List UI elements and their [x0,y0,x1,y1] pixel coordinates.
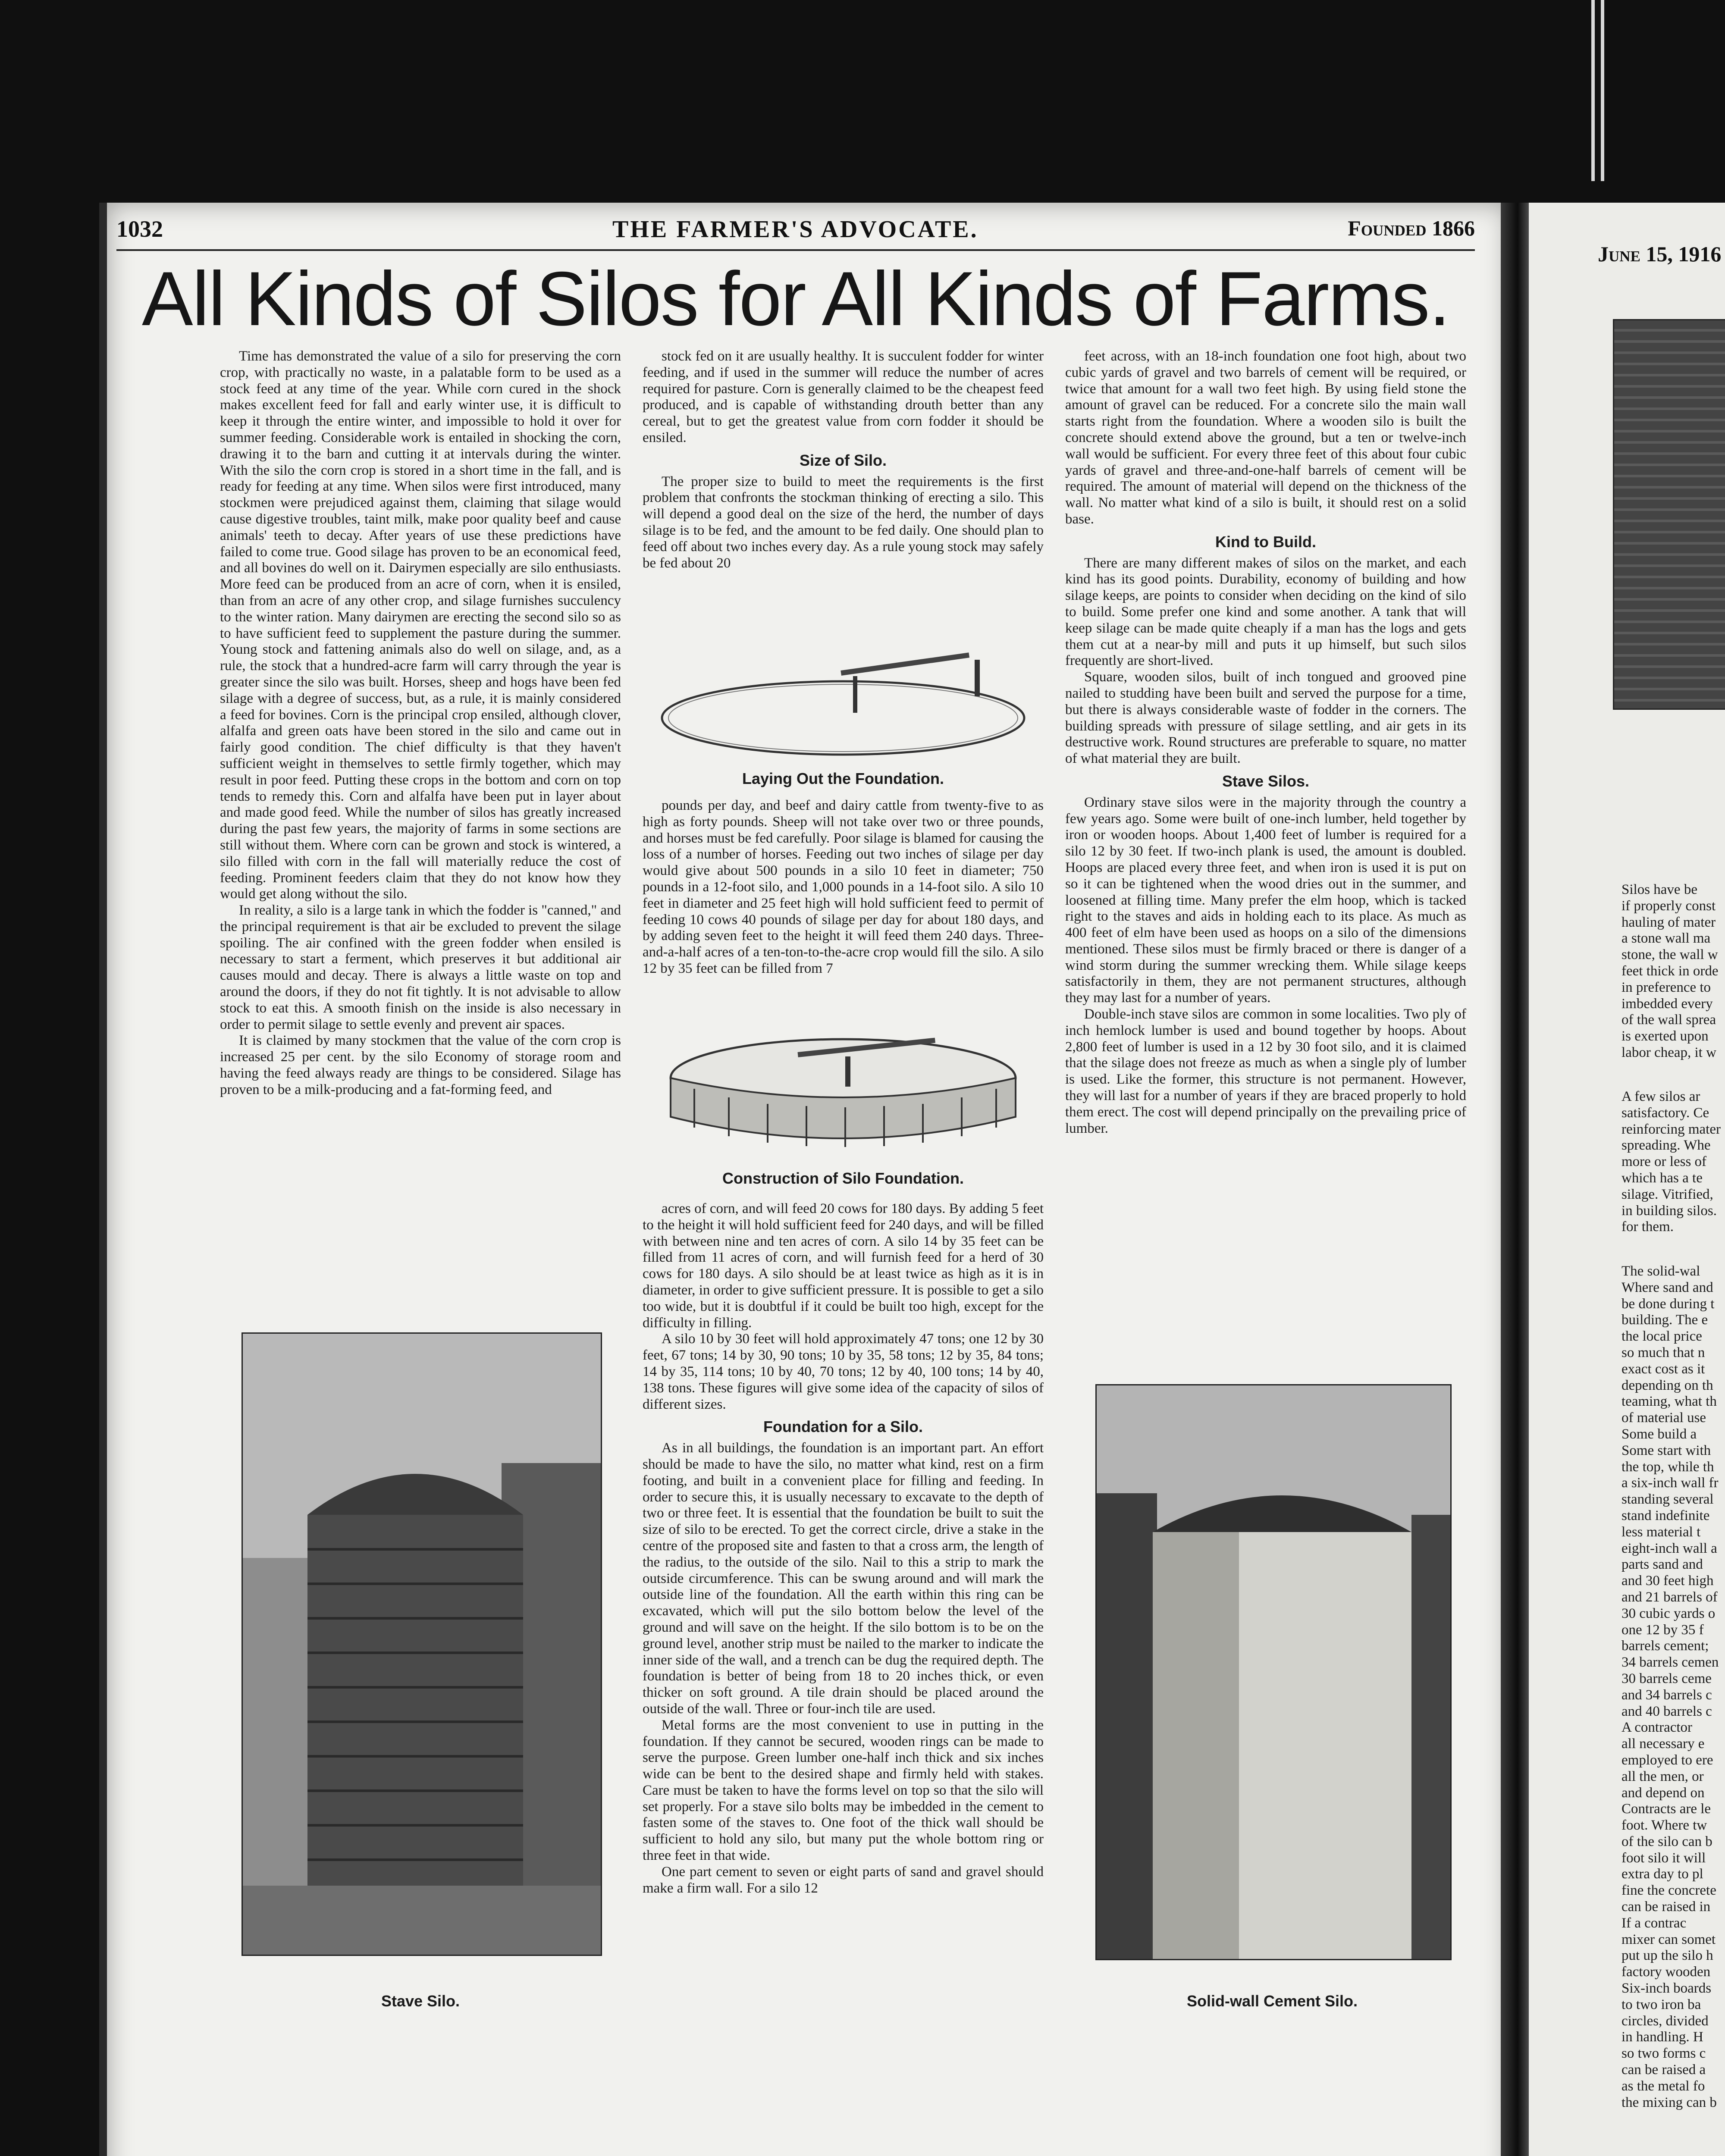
fig2-caption: Construction of Silo Foundation. [722,1169,964,1187]
founded-label: Founded 1866 [1348,216,1475,240]
paragraph: stock fed on it are usually healthy. It is succulent fodder for winter feeding, and if used in the summer will reduce the number of acres required for pasture. Corn is generally claimed to be the cheapest feed produced, and is capable of withstanding drouth better than any cereal, but to get the greatest value from corn fodder it should be ensiled. [643,348,1044,445]
paragraph: Ordinary stave silos were in the majority through the country a few years ago. Some were built of one-inch lumber, held together by iron or wooden hoops. About 1,400 feet of lumber is required for a silo 12 by 30 feet. If two-inch plank is used, the amount is doubled. Hoops are placed every three feet, and when iron is used it is put on so it can be tightened when the wood dries out in the summer, and loosened at filling time. Many prefer the elm hoop, which is tacked right to the staves and aids in holding each to its place. As much as 400 feet of elm have been used as hoops on a silo of the dimensions mentioned. These silos must be firmly braced or there is danger of a wind storm during the summer wrecking them. While silage keeps satisfactorily in them, they are not permanent structures, although they may last for a number of years. [1065,794,1466,1006]
stave-silo-photo [242,1332,602,1956]
book-gutter [1501,203,1529,2156]
column-3 [1065,348,1466,1137]
cement-silo-illustration [1097,1385,1450,1959]
paragraph: feet across, with an 18-inch foundation one foot high, about two cubic yards of gravel and two barrels of cement will be required, or twice that amount for a wall two feet high. By using field stone the amount of gravel can be reduced. For a concrete silo the main wall starts right from the foundation. Where a wooden silo is built the concrete should extend above the ground, but a ten or twelve-inch wall would be sufficient. For every three feet of this about four cubic yards of gravel and three-and-one-half barrels of cement will be required. The amount of material will depend on the thickness of the wall. No matter what kind of a silo is built, it should rest on a solid base. [1065,348,1466,527]
paragraph: The proper size to build to meet the requirements is the first problem that confronts the stockman thinking of erecting a silo. This will depend a good deal on the size of the herd, the number of days silage is to be fed, and the amount to be fed daily. One should plan to feed off about two inches every day. As a rule young stock may safely be fed about 20 [643,473,1044,571]
stave-silo-illustration [243,1334,601,1955]
silo-foundation-figure [643,1018,1044,1164]
size-heading: Size of Silo. [799,451,887,469]
paragraph: acres of corn, and will feed 20 cows for 180 days. By adding 5 feet to the height it will hold sufficient feed for 240 days, and will be filled with between nine and ten acres of corn. A silo 14 by 35 feet can be filled from 11 acres of corn, and will furnish feed for a herd of 30 cows for 180 days. A silo should be at least twice as high as it is in diameter, in order to give sufficient pressure. It is possible to get a silo too wide, but it is doubtful if it could be built too high, except for the difficulty in filling. [643,1201,1044,1331]
foundation-heading: Foundation for a Silo. [763,1418,923,1436]
page-number: 1032 [116,216,163,242]
article-headline: All Kinds of Silos for All Kinds of Farms. [141,256,1450,342]
foundation-construction-drawing [643,1018,1044,1164]
page-edge-marks [1591,0,1604,181]
column-2-bottom [643,1201,1044,1896]
right-fragments-a: Silos have be if properly const hauling of mater a stone wall ma stone, the wall w feet thick in orde in preference to imbedded every of the wall sprea is exerted upon labor cheap, it w [1622,882,1719,1060]
paragraph: Metal forms are the most convenient to use in putting in the foundation. If they cannot be secured, wooden rings can be made to serve the purpose. Green lumber one-half inch thick and six inches wide can be bent to the desired shape and firmly held with stakes. Care must be taken to have the forms level on top so that the silo will set properly. For a stave silo bolts may be imbedded in the cement to fasten some of the staves to. One foot of the thick wall should be sufficient to hold any silo, but many put the whole bottom ring or three feet in that wide. [643,1717,1044,1864]
paragraph: Double-inch stave silos are common in some localities. Two ply of inch hemlock lumber is used and bound together by hoops. About 2,800 feet of lumber is used in a 12 by 30 foot silo, and it is claimed that the silage does not freeze as much as when a single ply of lumber is used. Like the former, this structure is not permanent. However, they will last for a number of years if they are braced properly to hold them erect. The cost will depend principally on the prevailing price of lumber. [1065,1006,1466,1136]
paragraph: pounds per day, and beef and dairy cattle from twenty-five to as high as forty pounds. Sheep will not take over two or three pounds, and horses must be fed carefully. Poor silage is blamed for causing the loss of a number of horses. Feeding out two inches of silage per day would give about 500 pounds in a silo 10 feet in diameter; 750 pounds in a 12-foot silo, and 1,000 pounds in a 14-foot silo. A silo 10 feet in diameter and 25 feet high will hold sufficient feed to permit of feeding 10 cows 40 pounds of silage per day for about 180 days, and by adding seven feet to the height it will feed them 240 days. Three-and-a-half acres of a ten-ton-to-the-acre crop would fill the silo. A silo 12 by 35 feet can be filled from 7 [643,798,1044,976]
paragraph: One part cement to seven or eight parts of sand and gravel should make a firm wall. For a silo 12 [643,1864,1044,1896]
paragraph: A silo 10 by 30 feet will hold approximately 47 tons; one 12 by 30 feet, 67 tons; 14 by 30, 90 tons; 10 by 35, 58 tons; 12 by 35, 84 tons; 14 by 35, 114 tons; 10 by 40, 70 tons; 12 by 40, 100 tons; 14 by 40, 138 tons. These figures will give some idea of the capacity of silos of different sizes. [643,1331,1044,1412]
foundation-circle-drawing [643,647,1044,763]
paragraph: There are many different makes of silos on the market, and each kind has its good points. Durability, economy of building and how silage keeps, are points to consider when deciding on the kind of silo to build. Some prefer one kind and some another. A tank that will keep silage can be made quite cheaply if a man has the logs and gets them cut at a near-by mill and puts it up himself, but such silos frequently are short-lived. [1065,555,1466,669]
right-page-photo [1613,319,1725,710]
masthead: THE FARMER'S ADVOCATE. [612,216,979,243]
cement-silo-caption: Solid-wall Cement Silo. [1186,1992,1358,2010]
paragraph: Square, wooden silos, built of inch tongued and grooved pine nailed to studding have been built and served the purpose for a time, but there is always considerable waste of fodder in the corners. The building spreads with pressure of silage settling, and air gets in its destructive work. Round structures are preferable to square, no matter of what material they are built. [1065,669,1466,767]
kind-heading: Kind to Build. [1215,533,1316,551]
header-rule [116,249,1475,251]
fig1-caption: Laying Out the Foundation. [742,770,944,787]
paragraph: In reality, a silo is a large tank in which the fodder is "canned," and the principal requirement is that air be excluded to prevent the silage spoiling. The air confined with the green fodder when ensiled is necessary to start a ferment, which preserves it but additional air causes mould and decay. There is always a little waste on top and around the doors, if they do not fit tightly. It is not advisable to allow stock to eat this. A smooth finish on the inside is also necessary in order to permit silage to settle evenly and prevent air spaces. [220,903,621,1032]
paragraph: It is claimed by many stockmen that the value of the corn crop is increased 25 per cent. by the silo Economy of storage room and having the feed always ready are things to be considered. Silage has proven to be a milk-producing and a fat-forming feed, and [220,1033,621,1097]
page-header [116,216,1475,250]
paragraph: Time has demonstrated the value of a silo for preserving the corn crop, with practically no waste, in a palatable form to be used as a stock feed at any time of the year. While corn cured in the shock makes excellent feed for fall and early winter use, it is difficult to keep it through the entire winter, and impossible to hold it over for summer feeding. Considerable work is entailed in shocking the corn, drawing it to the barn and cutting it at intervals during the winter. With the silo the corn crop is stored in a short time in the fall, and is ready for feeding at any time. When silos were first introduced, many stockmen were prejudiced against them, claiming that silage would cause digestive troubles, taint milk, make poor quality beef and cause animals' teeth to decay. After years of use these predictions have failed to come true. Good silage has proven to be an economical feed, and all bovines do well on it. Dairymen especially are silo enthusiasts. More feed can be produced from an acre of corn, when it is ensiled, than from an acre of any other crop, and silage furnishes succulency to the winter ration. Many dairymen are erecting the second silo so as to have sufficient feed to supplement the pasture during the summer. Young stock and fattening animals also do well on silage, and, as a rule, the stock that a hundred-acre farm will carry through the year is greater since the silo was built. Horses, sheep and hogs have been fed silage with a degree of success, but, as a rule, it is mainly considered a feed for bovines. Corn is the principal crop ensiled, although clover, alfalfa and green oats have been stored in the silo and came out in fairly good condition. The chief difficulty is that they haven't sufficient weight in themselves to settle firmly together, which may result in poor feed. Putting these crops in the bottom and corn on top tends to remedy this. Corn and alfalfa have been put in layer about and made good feed. While the number of silos has greatly increased during the past few years, the majority of farms in some sections are still without them. Where corn can be grown and stock is wintered, a silo filled with corn in the fall will materially reduce the cost of feeding. Prominent feeders claim that they do not know how they would get along without the silo. [220,348,621,902]
right-page-date: June 15, 1916 [1598,242,1722,266]
stave-heading: Stave Silos. [1222,772,1310,790]
column-2-mid [643,798,1044,977]
column-2-top [643,348,1044,571]
right-fragments-b: A few silos ar satisfactory. Ce reinforcing mater spreading. Whe more or less of which has a te silage. Vitrified, in building silos. for them. [1622,1089,1721,1235]
column-1 [220,348,621,1098]
cement-silo-photo [1095,1384,1452,1960]
right-fragments-c: The solid-wal Where sand and be done during t building. The e the local price so much that n exact cost as it depending on th teaming, what th of material use Some build a Some start with the top, while th a six-inch wall fr standing several stand indefinite less material t eight-inch wall a parts sand and and 30 feet high and 21 barrels of 30 cubic yards o one 12 by 35 f barrels cement; 34 barrels cemen 30 barrels ceme and 34 barrels c and 40 barrels c A contractor all necessary e employed to ere all the men, or and depend on Contracts are le foot. Where tw of the silo can b foot silo it will extra day to pl fine the concrete can be raised in If a contrac mixer can somet put up the silo h factory wooden Six-inch boards to two iron ba circles, divided in handling. H so two forms c can be raised a as the metal fo the mixing can b [1622,1263,1719,2110]
stave-silo-caption: Stave Silo. [381,1992,460,2010]
laying-out-foundation-figure [643,647,1044,763]
paragraph: As in all buildings, the foundation is an important part. An effort should be made to have the silo, no matter what kind, rest on a firm footing, and built in a convenient place for filling and feeding. In order to secure this, it is usually necessary to excavate to the depth of two or three feet. It is essential that the foundation be built to suit the size of silo to be erected. To get the correct circle, drive a stake in the centre of the proposed site and fasten to that a cross arm, the length of the radius, to the outside of the silo. Nail to this a strip to mark the outside circumference. This can be swung around and will mark the outside line of the foundation. All the earth within this ring can be excavated, which will put the silo bottom below the level of the ground and will save on the height. If the silo bottom is to be on the ground level, another strip must be nailed to the marker to indicate the inner side of the wall, and a trench can be dug the required depth. The foundation is better of being from 18 to 20 inches thick, or even thicker on soft ground. A tile drain should be placed around the outside of the wall. Three or four-inch tile are used. [643,1440,1044,1717]
